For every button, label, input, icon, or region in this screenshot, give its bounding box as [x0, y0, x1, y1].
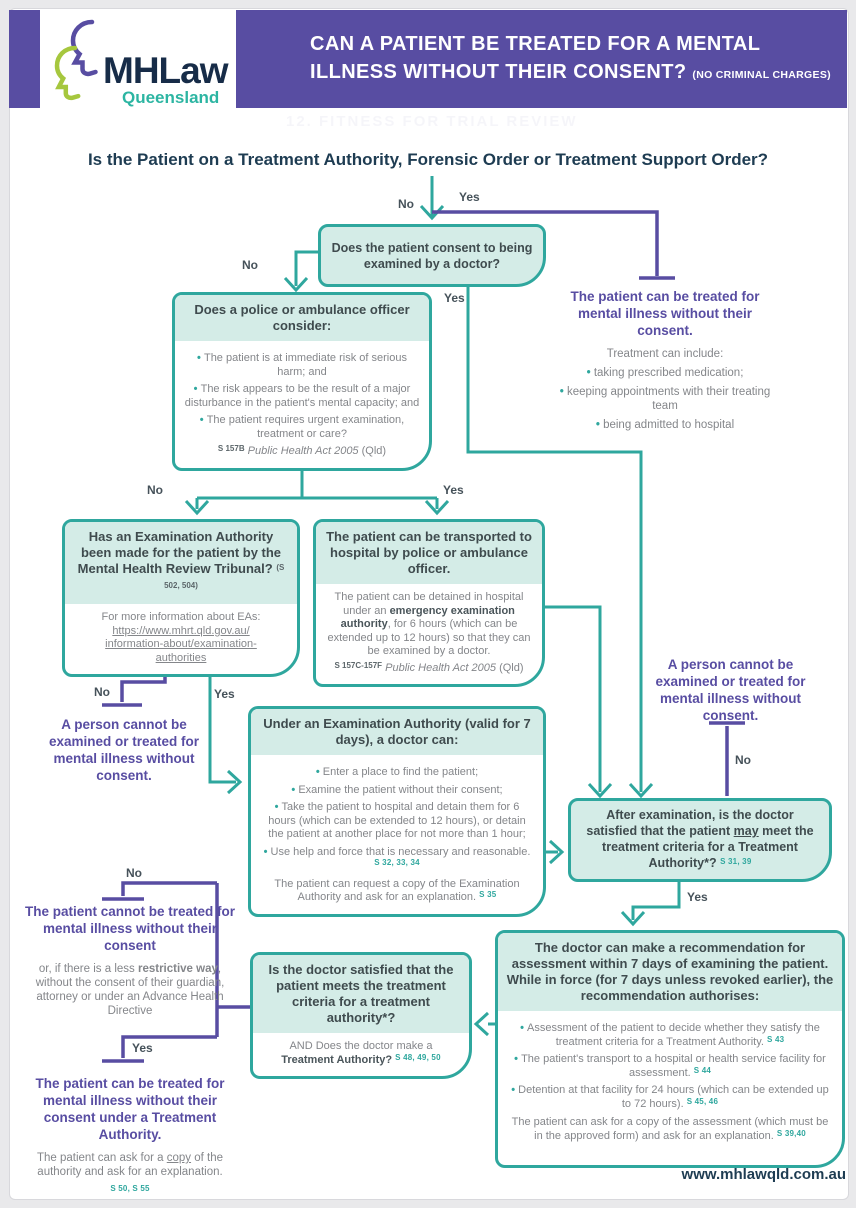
- recommend-bullet-3: • Detention at that facility for 24 hours (which can be extended up to 72 hours).: [511, 1084, 829, 1110]
- under-ea-bullet-3: • Take the patient to hospital and detain them for 6 hours (which can be extended to 12 hours), or detain the patient at another place for not more than 1 hour;: [268, 801, 525, 840]
- ea-section-ref: (S 502, 504): [164, 563, 285, 590]
- under-ea-bullet-4: • Use help and force that is necessary and reasonable.: [264, 846, 531, 858]
- node-consent-question: Does the patient consent to being examined by a doctor?: [318, 224, 546, 287]
- node-under-ea-header: Under an Examination Authority (valid for 7 days), a doctor can:: [251, 709, 543, 755]
- police-bullet-2: • The risk appears to be the result of a major disturbance in the patient's mental capacity; and: [185, 383, 419, 409]
- police-act-reference: $^{S 157B}$ Public Health Act 2005 (Qld): [217, 444, 387, 457]
- under-ea-footer: The patient can request a copy of the Examination Authority and ask for an explanation.: [274, 877, 520, 903]
- outcome-treated-without-consent: The patient can be treated for mental illness without their consent. Treatment can include: • taking prescribed medication; • keeping appointments with their treating team • being admitted to hospital: [556, 288, 774, 437]
- logo-region-text: Queensland: [122, 88, 220, 107]
- node-is-doctor-header: Is the doctor satisfied that the patient meets the treatment criteria for a treatment authority*?: [253, 955, 469, 1033]
- under-ea-bullet-1: • Enter a place to find the patient;: [316, 766, 478, 778]
- label-after-yes: Yes: [687, 890, 708, 904]
- outcome-cannot-examine-left: A person cannot be examined or treated for mental illness without consent.: [48, 717, 200, 783]
- restrictive-way-term: restrictive way: [137, 963, 218, 975]
- treatment-include-label: Treatment can include:: [606, 348, 724, 360]
- police-bullet-3: • The patient requires urgent examination, treatment or care?: [200, 414, 404, 440]
- outcome-can-treat: The patient can be treated for mental illness without their consent under a Treatment Authority. The patient can ask for a copy of the authority and ask for an explanation. S 50, S 55: [35, 1076, 225, 1193]
- emergency-examination-authority-term: emergency examination authority: [340, 604, 515, 630]
- mhrt-link[interactable]: https://www.mhrt.qld.gov.au/ information-about/examination- authorities: [105, 624, 257, 664]
- node-transport: The patient can be transported to hospital by police or ambulance officer. The patient can be detained in hospital under an emergency examination authority, for 6 hours (which can be extended up to 12 hours) so that they can be examined by a doctor. $^{S 157C-157F}$ Public Health Act 2005 (Qld): [313, 519, 545, 687]
- recommend-footer: The patient can ask for a copy of the assessment (which must be in the approved form) and ask for an explanation.: [511, 1116, 829, 1142]
- under-ea-bullet-2: • Examine the patient without their consent;: [291, 784, 502, 796]
- node-after-examination: After examination, is the doctor satisfied that the patient may meet the treatment criteria for a Treatment Authority*? $^{S 31, 39}$: [568, 798, 832, 882]
- label-consent-no: No: [242, 258, 258, 272]
- recommend-bullet-2: • The patient's transport to a hospital or health service facility for assessment.: [514, 1053, 826, 1079]
- ea-body-text: For more information about EAs:: [101, 611, 261, 623]
- under-ea-footer-ref: S 35: [479, 890, 497, 899]
- police-bullet-1: • The patient is at immediate risk of serious harm; and: [197, 352, 407, 378]
- label-ea-no: No: [94, 685, 110, 699]
- ghost-watermark-text: 12. FITNESS FOR TRIAL REVIEW: [286, 113, 578, 130]
- treatment-bullet-1: • taking prescribed medication;: [587, 367, 744, 379]
- website-link[interactable]: www.mhlawqld.com.au: [681, 1166, 846, 1183]
- is-doctor-section-ref: S 48, 49, 50: [395, 1052, 441, 1062]
- treatment-bullet-2: • keeping appointments with their treating team: [560, 386, 771, 412]
- node-police-header: Does a police or ambulance officer consider:: [175, 295, 429, 341]
- label-after-no: No: [735, 753, 751, 767]
- node-transport-header: The patient can be transported to hospital by police or ambulance officer.: [316, 522, 542, 584]
- logo-brand-text: MHLaw: [103, 50, 228, 91]
- transport-act-reference: $^{S 157C-157F}$ Public Health Act 2005 (Qld): [334, 660, 524, 674]
- node-ea-header: Has an Examination Authority been made for the patient by the Mental Health Review Tribunal? $^{(S 502, 504)}$: [65, 522, 297, 604]
- outcome-cannot-examine-right: A person cannot be examined or treated for mental illness without consent.: [655, 657, 806, 723]
- can-treat-section-ref: S 50, S 55: [110, 1184, 150, 1193]
- label-police-yes: Yes: [443, 483, 464, 497]
- label-police-no: No: [147, 483, 163, 497]
- node-under-ea-powers: [248, 706, 546, 917]
- label-top-no: No: [398, 197, 414, 211]
- title-suffix: (NO CRIMINAL CHARGES): [692, 69, 831, 81]
- after-section-ref: S 31, 39: [720, 857, 752, 866]
- treatment-authority-term: Treatment Authority: [281, 1053, 386, 1066]
- recommend-footer-ref: S 39,40: [776, 1128, 806, 1138]
- outcome-cannot-treat: The patient cannot be treated for mental illness without their consent or, if there is a less restrictive way, without the consent of their guardian, attorney or under an Advance Health Directive: [24, 904, 236, 1017]
- node-is-doctor-satisfied: Is the doctor satisfied that the patient meets the treatment criteria for a treatment authority*? AND Does the doctor make a Treatment Authority? $^{S 48, 49, 50}$: [250, 952, 472, 1079]
- title-line2: ILLNESS WITHOUT THEIR CONSENT?: [310, 61, 687, 83]
- node-recommendation: The doctor can make a recommendation for assessment within 7 days of examining the patient. While in force (for 7 days unless revoked earlier), the recommendation authorises: • Assessment of the patient to decide whether they satisfy the treatment criteria for a Treatment Authority. $^{S 43}$ • The patient's transport to a hospital or health service facility for assessment. $^{S 44}$ • Detention at that facility for 24 hours (which can be extended up to 72 hours). $^{S 45, 46}$ The patient can ask for a copy of the assessment (which must be in the approved form) and ask for an explanation. $^{S 39,40}$: [495, 930, 845, 1168]
- label-top-yes: Yes: [459, 190, 480, 204]
- label-ea-yes: Yes: [214, 687, 235, 701]
- main-question: Is the Patient on a Treatment Authority, Forensic Order or Treatment Support Order?: [87, 150, 769, 169]
- label-isdoctor-yes: Yes: [132, 1041, 153, 1055]
- label-isdoctor-no: No: [126, 866, 142, 880]
- under-ea-bullet4-ref: S 32, 33, 34: [374, 858, 420, 867]
- treatment-bullet-3: • being admitted to hospital: [596, 419, 734, 431]
- node-police-consider: [172, 292, 432, 471]
- label-consent-yes: Yes: [444, 291, 465, 305]
- title-line1: CAN A PATIENT BE TREATED FOR A MENTAL: [310, 33, 761, 55]
- node-examination-authority: [62, 519, 300, 677]
- recommend-bullet-1: • Assessment of the patient to decide whether they satisfy the treatment criteria for a Treatment Authority.: [520, 1022, 820, 1048]
- node-recommendation-header: The doctor can make a recommendation for assessment within 7 days of examining the patient. While in force (for 7 days unless revoked earlier), the recommendation authorises:: [498, 933, 842, 1011]
